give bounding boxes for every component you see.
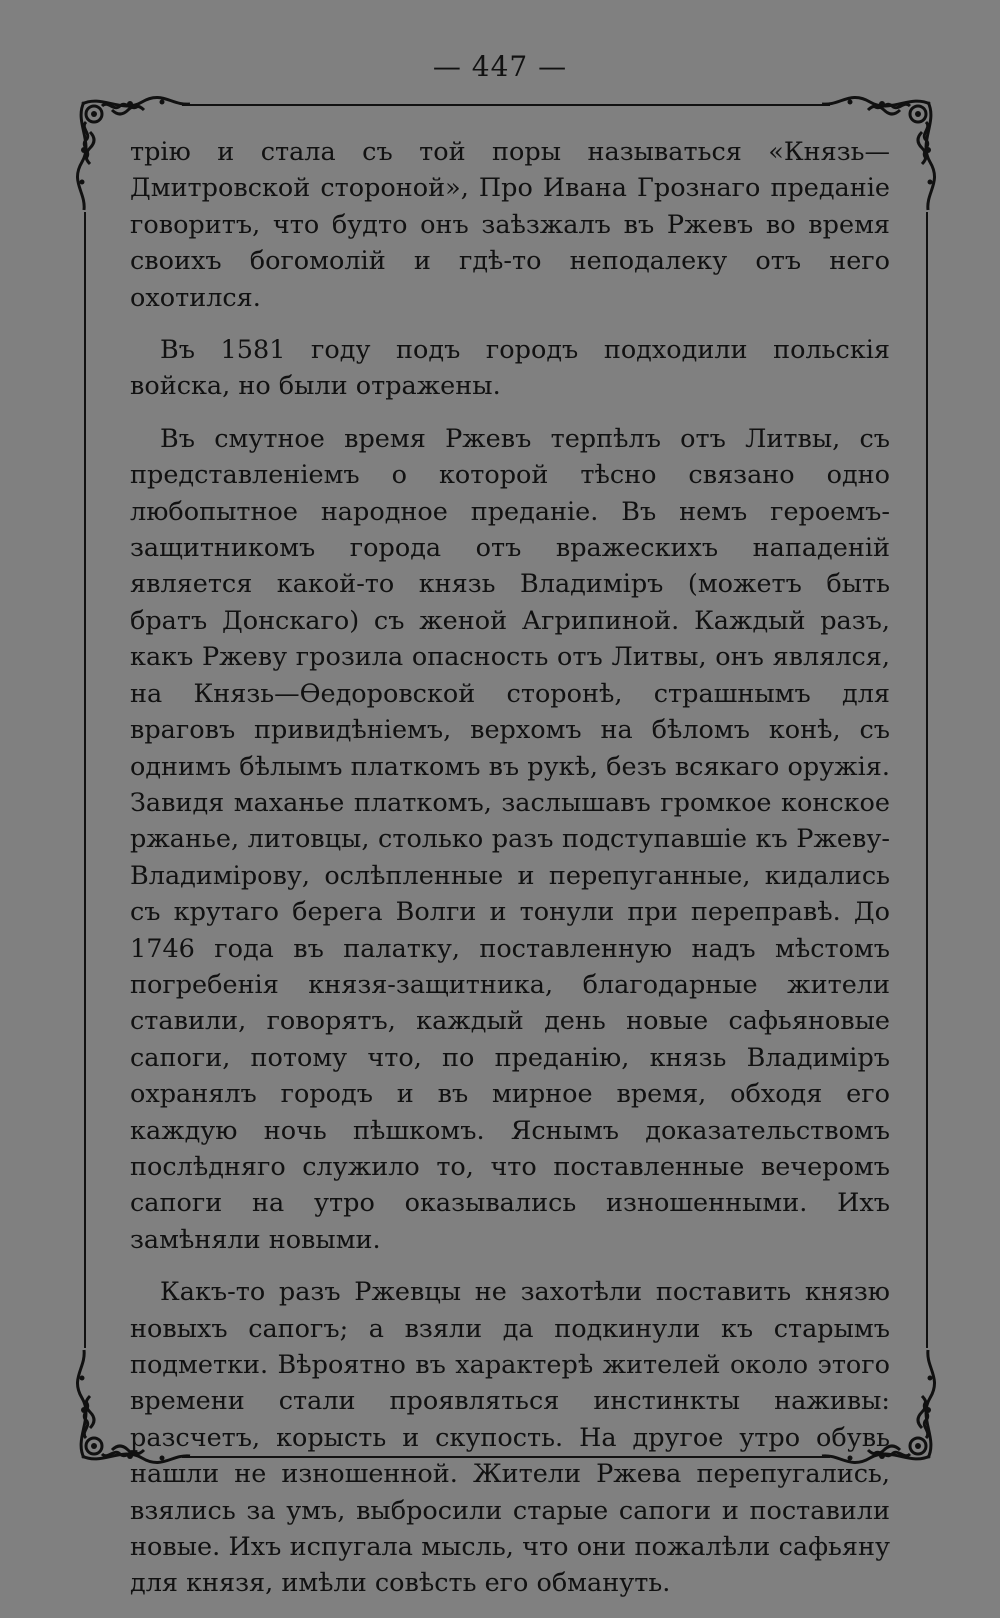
body-text [130, 134, 890, 1618]
page-number: — 447 — [432, 50, 568, 83]
frame-top-rule [182, 104, 830, 106]
frame-right-rule [926, 212, 928, 1348]
paragraph: трію и стала съ той поры называться «Князь—Дмитровской стороной», Про Ивана Грознаго преданіе говоритъ, что будто онъ заѣзжалъ въ Ржевъ во время своихъ богомолій и гдѣ-то неподалеку отъ него охотился. [130, 137, 890, 313]
frame-left-rule [84, 212, 86, 1348]
paragraph: Какъ-то разъ Ржевцы не захотѣли поставить князю новыхъ сапогъ; а взяли да подкинули къ старымъ подметки. Вѣроятно въ характерѣ жителей около этого времени стали проявляться инстинкты наживы: разсчетъ, корысть и скупость. На другое утро обувь нашли не изношенной. Жители Ржева перепугались, взялись за умъ, выбросили старые сапоги и поставили новые. Ихъ испугала мысль, что они пожалѣли сафьяну для князя, имѣли совѣсть его обмануть. [130, 1277, 890, 1599]
paragraph: Въ 1581 году подъ городъ подходили польскія войска, но были отражены. [130, 335, 890, 402]
paragraph: Въ смутное время Ржевъ терпѣлъ отъ Литвы, съ представленіемъ о которой тѣсно связано одно любопытное народное преданіе. Въ немъ героемъ-защитникомъ города отъ вражескихъ нападеній является какой-то князь Владиміръ (можетъ быть братъ Донскаго) съ женой Агрипиной. Каждый разъ, какъ Ржеву грозила опасность отъ Литвы, онъ являлся, на Князь—Ѳедоровской сторонѣ, страшнымъ для враговъ привидѣніемъ, верхомъ на бѣломъ конѣ, съ однимъ бѣлымъ платкомъ въ рукѣ, безъ всякаго оружія. Завидя маханье платкомъ, заслышавъ громкое конское ржанье, литовцы, столько разъ подступавшіе къ Ржеву-Владимірову, ослѣпленные и перепуганные, кидались съ крутаго берега Волги и тонули при переправѣ. До 1746 года въ палатку, поставленную надъ мѣстомъ погребенія князя-защитника, благодарные жители ставили, говорятъ, каждый день новые сафьяновые сапоги, потому что, по преданію, князь Владиміръ охранялъ городъ и въ мирное время, обходя его каждую ночь пѣшкомъ. Яснымъ доказательствомъ послѣдняго служило то, что поставленные вечеромъ сапоги на утро оказывались изношенными. Ихъ замѣняли новыми. [130, 423, 890, 1255]
